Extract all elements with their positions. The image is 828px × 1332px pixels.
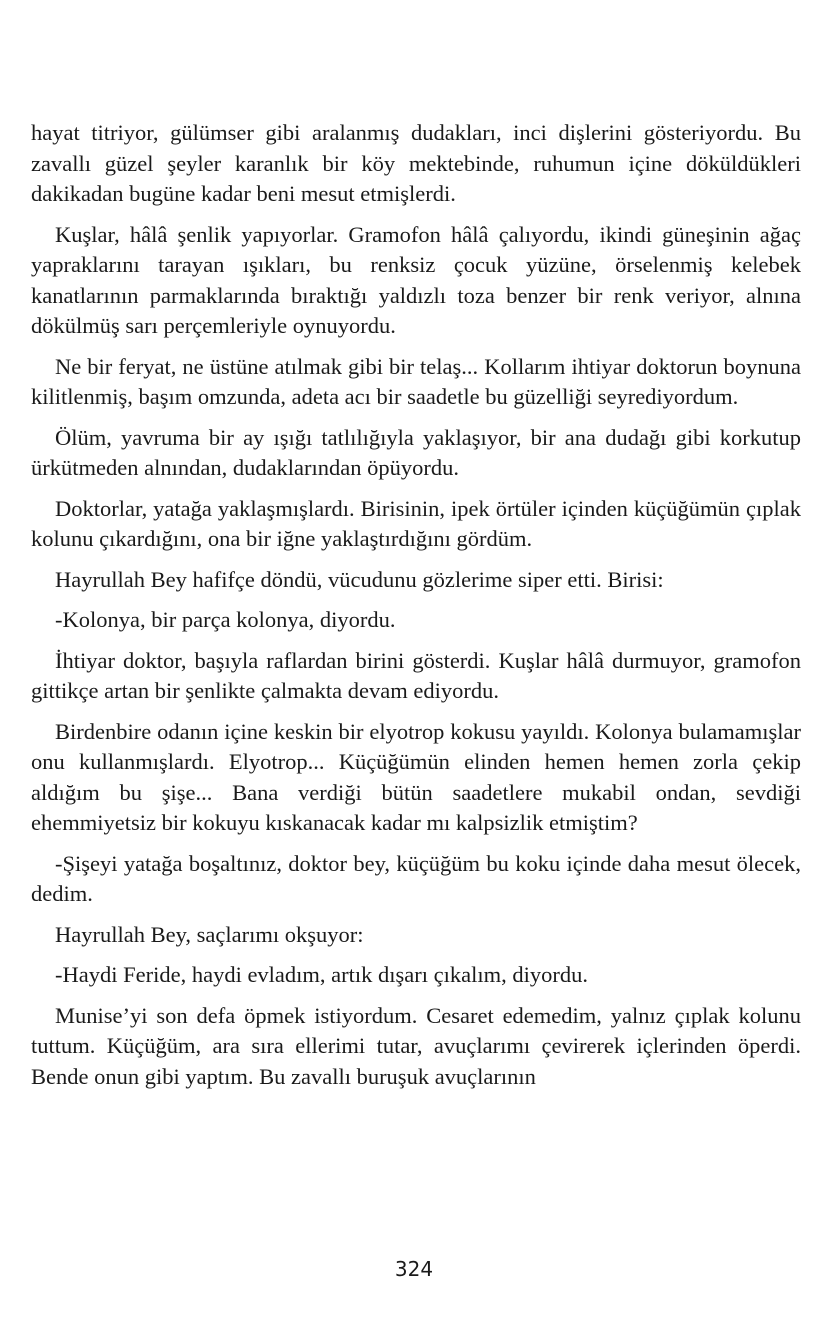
dialogue-line: -Kolonya, bir parça kolonya, diyordu. <box>55 607 396 632</box>
paragraph: Hayrullah Bey, saçlarımı okşuyor: <box>55 921 364 947</box>
paragraph: Birdenbire odanın içine keskin bir elyotrop kokusu yayıldı. Kolonya bulamamışlar onu kullanmışlardı. Elyotrop... Küçüğümün elinden hemen hemen zorla çekip aldığım bu şişe... Bana verdiği bütün saadetlere mukabil ondan, sevdiği ehemmiyetsiz bir kokuyu kıskanacak kadar mı kalpsizlik etmiştim? <box>31 718 801 835</box>
body-text <box>31 118 801 1102</box>
page-number: 324 <box>394 1257 434 1281</box>
paragraph: Ne bir feryat, ne üstüne atılmak gibi bir telaş... Kollarım ihtiyar doktorun boynuna kilitlenmiş, başım omzunda, adeta acı bir saadetle bu güzelliği seyrediyordum. <box>31 353 801 409</box>
dialogue-line: -Haydi Feride, haydi evladım, artık dışarı çıkalım, diyordu. <box>55 962 588 987</box>
paragraph: Hayrullah Bey hafifçe döndü, vücudunu gözlerime siper etti. Birisi: <box>55 566 664 592</box>
paragraph-continuation: hayat titriyor, gülümser gibi aralanmış dudakları, inci dişlerini gösteriyordu. Bu zavallı güzel şeyler karanlık bir köy mektebinde, ruhumun içine döküldükleri dakikadan bugüne kadar beni mesut etmişlerdi. <box>31 120 801 206</box>
paragraph: Ölüm, yavruma bir ay ışığı tatlılığıyla yaklaşıyor, bir ana dudağı gibi korkutup ürkütmeden alnından, dudaklarından öpüyordu. <box>31 424 801 480</box>
paragraph: Munise’yi son defa öpmek istiyordum. Cesaret edemedim, yalnız çıplak kolunu tuttum. Küçüğüm, ara sıra ellerimi tutar, avuçlarımı çevirerek içlerinden öperdi. Bende onun gibi yaptım. Bu zavallı buruşuk avuçlarının <box>31 1002 801 1089</box>
paragraph: Kuşlar, hâlâ şenlik yapıyorlar. Gramofon hâlâ çalıyordu, ikindi güneşinin ağaç yapraklarını tarayan ışıkları, bu renksiz çocuk yüzüne, örselenmiş kelebek kanatlarının parmaklarında bıraktığı yaldızlı toza benzer bir renk veriyor, alnına dökülmüş sarı perçemleriyle oynuyordu. <box>31 221 801 338</box>
paragraph: İhtiyar doktor, başıyla raflardan birini gösterdi. Kuşlar hâlâ durmuyor, gramofon gittikçe artan bir şenlikte çalmakta devam ediyordu. <box>31 647 801 703</box>
dialogue-line: -Şişeyi yatağa boşaltınız, doktor bey, küçüğüm bu koku içinde daha mesut ölecek, dedim. <box>31 850 801 906</box>
paragraph: Doktorlar, yatağa yaklaşmışlardı. Birisinin, ipek örtüler içinden küçüğümün çıplak kolunu çıkardığını, ona bir iğne yaklaştırdığını gördüm. <box>31 495 801 551</box>
